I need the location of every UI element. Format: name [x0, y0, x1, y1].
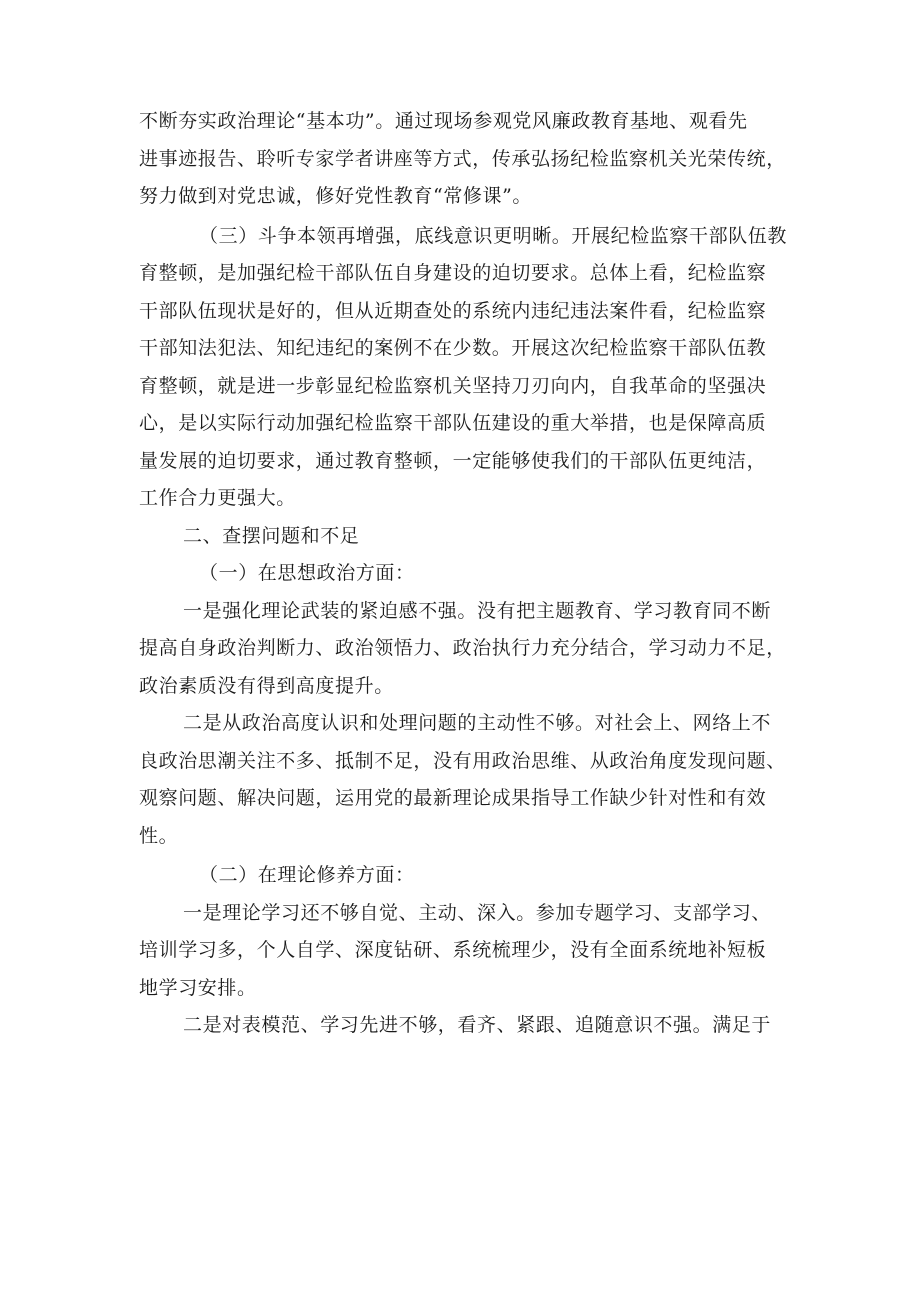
text-line: 观察问题、解决问题，运用党的最新理论成果指导工作缺少针对性和有效 [139, 787, 767, 809]
text-line: 政治素质没有得到高度提升。 [139, 674, 394, 697]
text-line: 良政治思潮关注不多、抵制不足，没有用政治思维、从政治角度发现问题、 [139, 749, 786, 772]
subsection-heading: （一）在思想政治方面： [199, 562, 415, 584]
text-line: 努力做到对党忠诚，修好党性教育“常修课”。 [139, 185, 533, 207]
text-line: 干部队伍现状是好的，但从近期查处的系统内违纪违法案件看，纪检监察 [139, 299, 767, 322]
text-line: 育整顿，是加强纪检干部队伍自身建设的迫切要求。总体上看，纪检监察 [139, 262, 767, 284]
document-body [139, 103, 799, 1045]
text-line: 不断夯实政治理论“基本功”。通过现场参观党风廉政教育基地、观看先 [139, 110, 748, 132]
subsection-heading: （二）在理论修养方面： [199, 864, 415, 886]
text-line: 地学习安排。 [139, 976, 257, 999]
text-line: 性。 [139, 824, 179, 847]
text-line: 一是强化理论武装的紧迫感不强。没有把主题教育、学习教育同不断 [183, 599, 772, 622]
text-line: 二是对表模范、学习先进不够，看齐、紧跟、追随意识不强。满足于 [183, 1014, 772, 1036]
text-line: 量发展的迫切要求，通过教育整顿，一定能够使我们的干部队伍更纯洁， [139, 449, 767, 472]
text-line: 提高自身政治判断力、政治领悟力、政治执行力充分结合，学习动力不足， [139, 637, 786, 659]
text-line: 心，是以实际行动加强纪检监察干部队伍建设的重大举措，也是保障高质 [139, 412, 767, 434]
text-line: 二是从政治高度认识和处理问题的主动性不够。对社会上、网络上不 [183, 712, 772, 734]
text-line: （三）斗争本领再增强，底线意识更明晰。开展纪检监察干部队伍教 [199, 224, 788, 247]
text-line: 干部知法犯法、知纪违纪的案例不在少数。开展这次纪检监察干部队伍教 [139, 337, 767, 359]
text-line: 培训学习多，个人自学、深度钻研、系统梳理少，没有全面系统地补短板 [139, 939, 767, 961]
text-line: 工作合力更强大。 [139, 487, 296, 509]
section-heading: 二、查摆问题和不足 [183, 524, 360, 547]
text-line: 育整顿，就是进一步彰显纪检监察机关坚持刀刃向内，自我革命的坚强决 [139, 374, 767, 397]
text-line: 进事迹报告、聆听专家学者讲座等方式，传承弘扬纪检监察机关光荣传统， [139, 147, 786, 170]
text-line: 一是理论学习还不够自觉、主动、深入。参加专题学习、支部学习、 [183, 901, 772, 924]
